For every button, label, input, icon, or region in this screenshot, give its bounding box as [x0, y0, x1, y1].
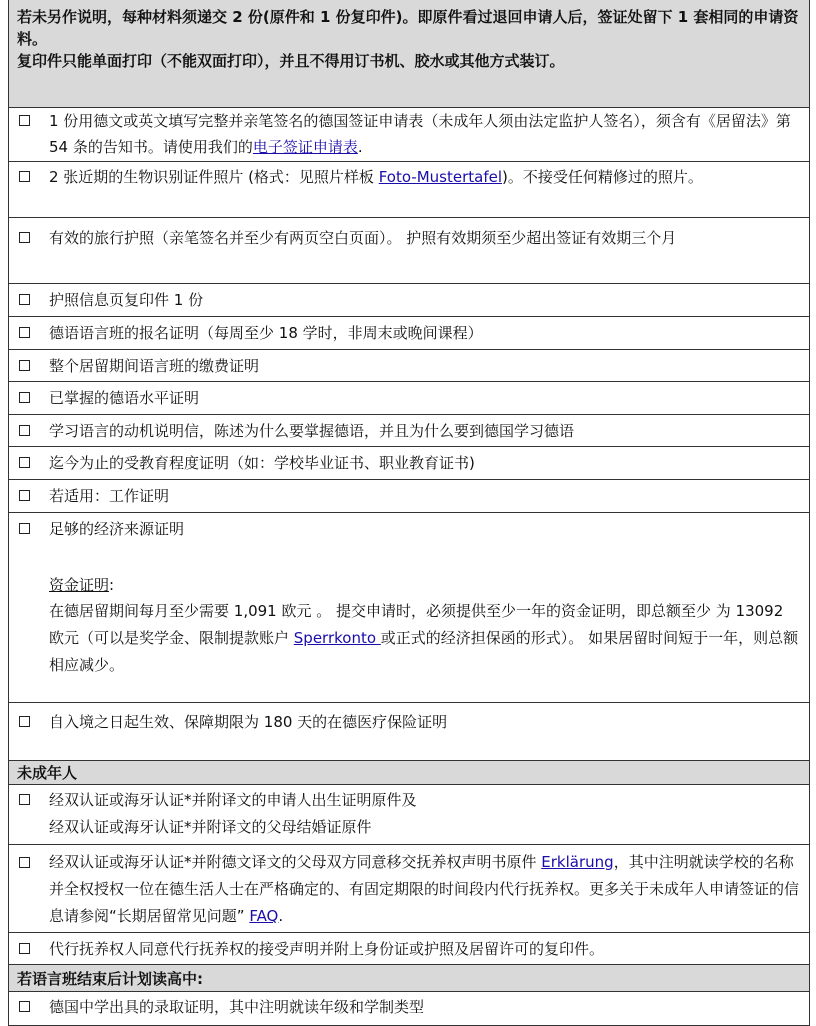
checkbox-icon[interactable] [19, 794, 30, 805]
intro-line-2: 复印件只能单面打印（不能双面打印），并且不得用订书机、胶水或其他方式装订。 [17, 52, 565, 70]
item-tail: . [357, 138, 363, 156]
list-item [9, 480, 809, 513]
list-item [9, 447, 809, 480]
item-text: 自入境之日起生效、保障期限为 180 天的在德医疗保险证明 [49, 713, 448, 731]
item-text: 2 张近期的生物识别证件照片 (格式：见照片样板 [49, 168, 379, 186]
list-item [9, 415, 809, 447]
checkbox-icon[interactable] [19, 523, 30, 534]
item-text: 代行抚养权人同意代行抚养权的接受声明并附上身份证或护照及居留许可的复印件。 [49, 940, 605, 958]
list-item [9, 350, 809, 382]
funds-proof-body: 在德居留期间每月至少需要 1,091 欧元 。 提交申请时，必须提供至少一年的资金证明，即总额至少 为 13092 欧元（可以是奖学金、限制提款账户 [49, 602, 784, 647]
item-text-line-1: 经双认证或海牙认证*并附译文的申请人出生证明原件及 [49, 791, 417, 809]
intro-line-1: 若未另作说明，每种材料须递交 2 份(原件和 1 份复印件)。即原件看过退回申请人后，签证处留下 1 套相同的申请资料。 [17, 8, 799, 48]
requirements-table [8, 0, 810, 1026]
list-item [9, 317, 809, 350]
intro-header [9, 0, 809, 108]
item-text: 经双认证或海牙认证*并附德文译文的父母双方同意移交抚养权声明书原件 [49, 853, 542, 871]
item-text: 1 份用德文或英文填写完整并亲笔签名的德国签证申请表（未成年人须由法定监护人签名），须含有《居留法》第 54 条的告知书。请使用我们的 [49, 112, 791, 156]
checkbox-icon[interactable] [19, 716, 30, 727]
item-text: 若适用：工作证明 [49, 487, 170, 505]
item-text: 德国中学出具的录取证明，其中注明就读年级和学制类型 [49, 998, 425, 1016]
sperrkonto-link[interactable]: Sperrkonto [293, 629, 381, 647]
e-visa-form-link[interactable]: 电子签证申请表 [252, 138, 358, 156]
list-item [9, 162, 809, 218]
checkbox-icon[interactable] [19, 392, 30, 403]
item-text: 迄今为止的受教育程度证明（如：学校毕业证书、职业教育证书) [49, 454, 475, 472]
subtitle-colon: : [109, 576, 115, 594]
checkbox-icon[interactable] [19, 943, 30, 954]
section-minors-title: 未成年人 [17, 764, 78, 782]
list-item [9, 845, 809, 933]
checkbox-icon[interactable] [19, 1001, 30, 1012]
checkbox-icon[interactable] [19, 327, 30, 338]
item-tail: )。不接受任何精修过的照片。 [502, 168, 703, 186]
item-text: 足够的经济来源证明 [49, 520, 185, 538]
photo-sample-link[interactable]: Foto-Mustertafel [378, 168, 503, 186]
list-item [9, 382, 809, 415]
faq-link[interactable]: FAQ [249, 907, 279, 925]
item-text: 学习语言的动机说明信，陈述为什么要掌握德语，并且为什么要到德国学习德语 [49, 422, 575, 440]
checkbox-icon[interactable] [19, 294, 30, 305]
checkbox-icon[interactable] [19, 857, 30, 868]
list-item-financial [9, 513, 809, 703]
list-item [9, 218, 809, 284]
list-item [9, 992, 809, 1026]
item-tail: . [278, 907, 284, 925]
list-item [9, 284, 809, 317]
item-text: 护照信息页复印件 1 份 [49, 291, 204, 309]
item-text: 整个居留期间语言班的缴费证明 [49, 357, 260, 375]
checkbox-icon[interactable] [19, 457, 30, 468]
erklaerung-link[interactable]: Erklärung [541, 853, 614, 871]
item-text: 已掌握的德语水平证明 [49, 389, 200, 407]
list-item [9, 785, 809, 845]
checkbox-icon[interactable] [19, 360, 30, 371]
funds-proof-tail: 或正式的经济担保函的形式）。 如果居留时间短于一年，则总额相应减少。 [49, 629, 799, 674]
list-item [9, 933, 809, 965]
section-highschool-title: 若语言班结束后计划读高中: [17, 970, 203, 988]
funds-proof-subtitle: 资金证明 [49, 576, 110, 594]
item-text-mid: ，其中注明就读学校的名称并全权授权一位在德生活人士在严格确定的、有固定期限的时间段内代行抚养权。更多关于未成年人申请签证的信息请参阅“长期居留常见问题” [49, 853, 800, 925]
item-text-line-2: 经双认证或海牙认证*并附译文的父母结婚证原件 [49, 818, 372, 836]
item-text: 有效的旅行护照（亲笔签名并至少有两页空白页面）。 护照有效期须至少超出签证有效期三个月 [49, 229, 677, 247]
checkbox-icon[interactable] [19, 425, 30, 436]
checkbox-icon[interactable] [19, 115, 30, 126]
checkbox-icon[interactable] [19, 232, 30, 243]
list-item [9, 108, 809, 162]
item-text: 德语语言班的报名证明（每周至少 18 学时，非周末或晚间课程） [49, 324, 483, 342]
section-highschool-header [9, 965, 809, 992]
section-minors-header [9, 761, 809, 785]
checkbox-icon[interactable] [19, 171, 30, 182]
list-item [9, 703, 809, 761]
checkbox-icon[interactable] [19, 490, 30, 501]
